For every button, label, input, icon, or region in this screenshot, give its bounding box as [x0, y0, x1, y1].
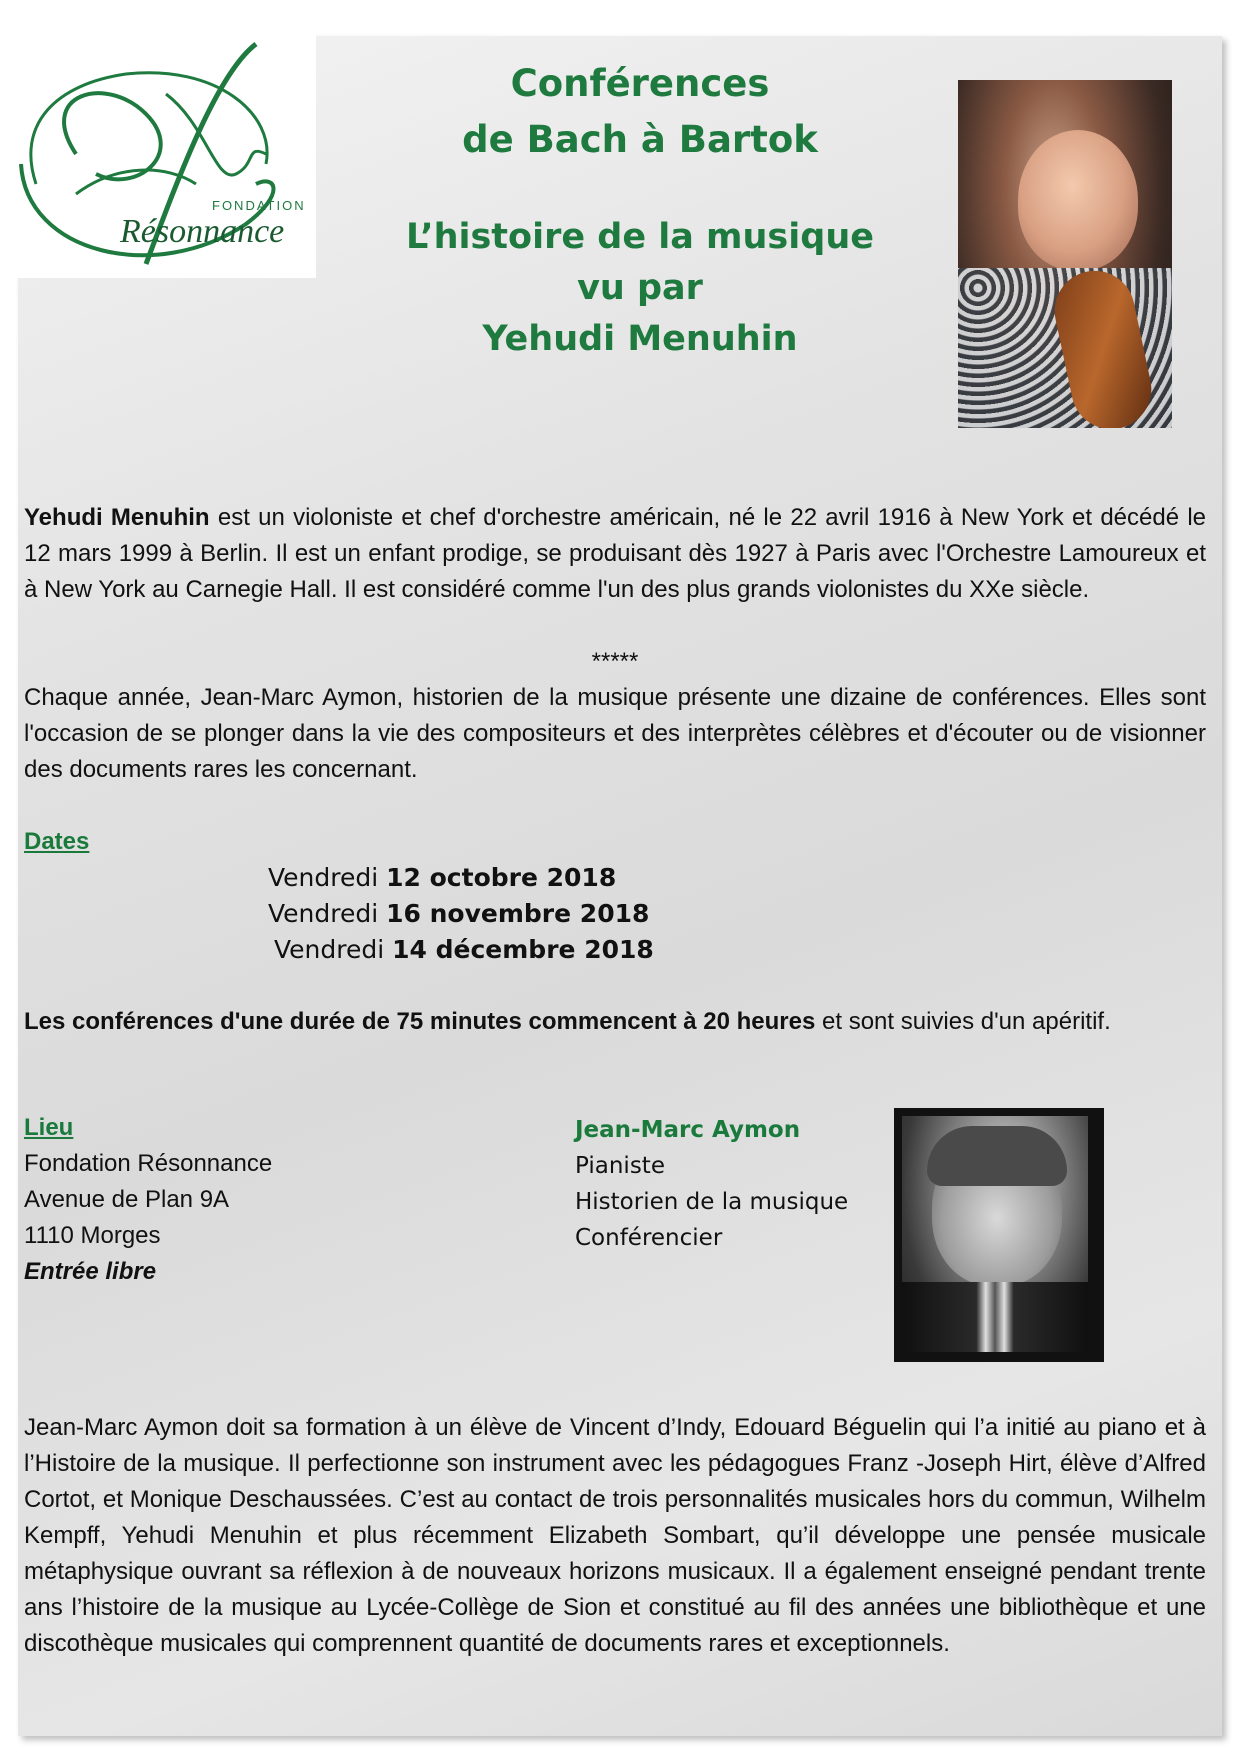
logo-emblem-icon [16, 34, 316, 278]
date-item-2: Vendredi 16 novembre 2018 [268, 899, 650, 928]
subtitle-line-1: L’histoire de la musique [406, 217, 874, 257]
venue-line-3: 1110 Morges [24, 1222, 161, 1249]
speaker-role-1: Pianiste [575, 1153, 665, 1179]
venue-block [24, 1110, 272, 1290]
intro-text: est un violoniste et chef d'orchestre américain, né le 22 avril 1916 à New York et décédé le 12 mars 1999 à Berlin. Il est un enfant prodige, se produisant dès 1927 à Paris avec l'Orchestre Lamoureux et à New York au Carnegie Hall. Il est considéré comme l'un des plus grands violonistes du XXe siècle. [24, 504, 1206, 603]
intro-paragraph [24, 500, 1206, 608]
subtitle-line-3: Yehudi Menuhin [482, 319, 798, 359]
speaker-role-3: Conférencier [575, 1225, 723, 1251]
title-block [370, 56, 910, 365]
venue-line-1: Fondation Résonnance [24, 1150, 273, 1177]
annual-paragraph: Chaque année, Jean-Marc Aymon, historien de la musique présente une dizaine de conférences. Elles sont l'occasion de se plonger dans la vie des compositeurs et des interprètes célèbres et d'écouter ou de visionner des documents rares les concernant. [24, 684, 1206, 783]
venue-label: Lieu [24, 1114, 74, 1141]
duration-rest: et sont suivies d'un apéritif. [815, 1008, 1111, 1035]
duration-paragraph [24, 1004, 1206, 1040]
date-item-1: Vendredi 12 octobre 2018 [268, 863, 617, 892]
aymon-photo [894, 1108, 1104, 1362]
fondation-resonnance-logo [16, 34, 316, 278]
subtitle-line-2: vu par [577, 268, 703, 308]
logo-name-text: Résonnance [120, 213, 285, 250]
intro-name: Yehudi Menuhin [24, 504, 210, 531]
menuhin-photo [958, 80, 1172, 428]
entry-free: Entrée libre [24, 1258, 157, 1285]
speaker-block [575, 1112, 848, 1256]
date-item-3: Vendredi 14 décembre 2018 [274, 935, 654, 964]
title-line-1: Conférences [510, 62, 770, 105]
separator: ***** [591, 648, 639, 675]
dates-label: Dates [24, 828, 90, 855]
duration-bold: Les conférences d'une durée de 75 minutes commencent à 20 heures [24, 1008, 816, 1035]
biography-paragraph: Jean-Marc Aymon doit sa formation à un élève de Vincent d’Indy, Edouard Béguelin qui l’a initié au piano et à l’Histoire de la musique. Il perfectionne son instrument avec les pédagogues Franz -Joseph Hirt, élève d’Alfred Cortot, et Monique Deschaussées. C’est au contact de trois personnalités musicales hors du commun, Wilhelm Kempff, Yehudi Menuhin et plus récemment Elizabeth Sombart, qu’il développe une pensée musicale métaphysique ouvrant sa réflexion à de nouveaux horizons musicaux. Il a également enseigné pendant trente ans l’histoire de la musique au Lycée-Collège de Sion et constitué au fil des années une bibliothèque et une discothèque musicales qui comprennent quantité de documents rares et exceptionnels. [24, 1414, 1206, 1657]
logo-top-text: FONDATION [212, 198, 306, 213]
speaker-name: Jean-Marc Aymon [575, 1117, 801, 1143]
speaker-role-2: Historien de la musique [575, 1189, 849, 1215]
dates-list [268, 860, 654, 968]
venue-line-2: Avenue de Plan 9A [24, 1186, 230, 1213]
title-line-2: de Bach à Bartok [462, 118, 818, 161]
